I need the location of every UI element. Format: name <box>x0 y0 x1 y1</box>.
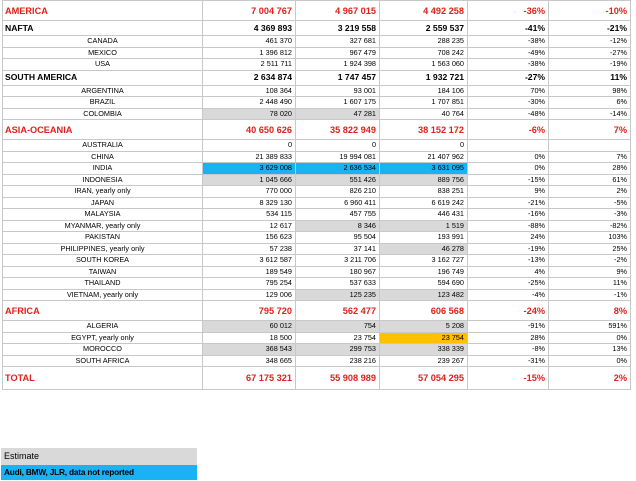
row-label: JAPAN <box>3 197 203 209</box>
major-row <box>3 1 631 21</box>
region-row <box>3 21 631 36</box>
value-cell: 184 106 <box>380 85 468 97</box>
value-cell: 3 211 706 <box>296 255 380 267</box>
row-label: BRAZIL <box>3 97 203 109</box>
value-cell: 13% <box>549 344 631 356</box>
value-cell: 795 720 <box>203 301 296 321</box>
value-cell: 967 479 <box>296 47 380 59</box>
production-table <box>2 0 631 390</box>
country-row <box>3 186 631 198</box>
country-row <box>3 108 631 120</box>
value-cell: 156 623 <box>203 232 296 244</box>
value-cell: 7% <box>549 151 631 163</box>
country-row <box>3 321 631 333</box>
value-cell: 21 389 833 <box>203 151 296 163</box>
value-cell: -10% <box>549 1 631 21</box>
row-label: AMERICA <box>3 1 203 21</box>
legend-estimate: Estimate <box>1 448 197 465</box>
value-cell <box>549 140 631 152</box>
row-label: CANADA <box>3 36 203 48</box>
value-cell: 23 754 <box>380 332 468 344</box>
value-cell: -4% <box>468 289 549 301</box>
row-label: PHILIPPINES, yearly only <box>3 243 203 255</box>
value-cell: 288 235 <box>380 36 468 48</box>
value-cell: 24% <box>468 232 549 244</box>
table-body <box>3 1 631 390</box>
value-cell: 1 396 812 <box>203 47 296 59</box>
value-cell: 129 006 <box>203 289 296 301</box>
row-label: CHINA <box>3 151 203 163</box>
value-cell: -21% <box>549 21 631 36</box>
value-cell: 95 504 <box>296 232 380 244</box>
value-cell: -36% <box>468 1 549 21</box>
value-cell: 9% <box>468 186 549 198</box>
value-cell: 0% <box>468 151 549 163</box>
value-cell: -82% <box>549 220 631 232</box>
value-cell: -6% <box>468 120 549 140</box>
value-cell: 37 141 <box>296 243 380 255</box>
row-label: VIETNAM, yearly only <box>3 289 203 301</box>
value-cell: -24% <box>468 301 549 321</box>
row-label: SOUTH AMERICA <box>3 70 203 85</box>
value-cell: 189 549 <box>203 266 296 278</box>
country-row <box>3 97 631 109</box>
value-cell: -27% <box>468 70 549 85</box>
value-cell: 70% <box>468 85 549 97</box>
row-label: USA <box>3 59 203 71</box>
row-label: ARGENTINA <box>3 85 203 97</box>
country-row <box>3 174 631 186</box>
value-cell: 123 482 <box>380 289 468 301</box>
value-cell: -38% <box>468 36 549 48</box>
row-label: AFRICA <box>3 301 203 321</box>
row-label: TAIWAN <box>3 266 203 278</box>
value-cell: 125 235 <box>296 289 380 301</box>
value-cell: 795 254 <box>203 278 296 290</box>
value-cell: 108 364 <box>203 85 296 97</box>
value-cell: 28% <box>549 163 631 175</box>
value-cell: 0 <box>203 140 296 152</box>
major-row <box>3 120 631 140</box>
major-row <box>3 301 631 321</box>
value-cell: -91% <box>468 321 549 333</box>
row-label: NAFTA <box>3 21 203 36</box>
row-label: THAILAND <box>3 278 203 290</box>
value-cell: 368 543 <box>203 344 296 356</box>
value-cell: 0 <box>380 140 468 152</box>
value-cell: 0 <box>296 140 380 152</box>
value-cell: 193 991 <box>380 232 468 244</box>
value-cell: -8% <box>468 344 549 356</box>
value-cell: -3% <box>549 209 631 221</box>
value-cell: 5 208 <box>380 321 468 333</box>
value-cell: -25% <box>468 278 549 290</box>
row-label: ASIA-OCEANIA <box>3 120 203 140</box>
value-cell: 591% <box>549 321 631 333</box>
value-cell: 239 267 <box>380 355 468 367</box>
value-cell: 446 431 <box>380 209 468 221</box>
value-cell: -15% <box>468 367 549 390</box>
value-cell: 3 631 095 <box>380 163 468 175</box>
country-row <box>3 243 631 255</box>
value-cell: -30% <box>468 97 549 109</box>
value-cell: 562 477 <box>296 301 380 321</box>
country-row <box>3 209 631 221</box>
value-cell: 4 369 893 <box>203 21 296 36</box>
value-cell: 196 749 <box>380 266 468 278</box>
value-cell: 338 339 <box>380 344 468 356</box>
value-cell: 594 690 <box>380 278 468 290</box>
country-row <box>3 151 631 163</box>
value-cell: 826 210 <box>296 186 380 198</box>
value-cell: 7 004 767 <box>203 1 296 21</box>
value-cell: 461 370 <box>203 36 296 48</box>
value-cell: 8 346 <box>296 220 380 232</box>
value-cell: 2 636 534 <box>296 163 380 175</box>
country-row <box>3 344 631 356</box>
region-row <box>3 70 631 85</box>
value-cell: 25% <box>549 243 631 255</box>
total-row <box>3 367 631 390</box>
value-cell: -88% <box>468 220 549 232</box>
row-label: MEXICO <box>3 47 203 59</box>
value-cell: 4% <box>468 266 549 278</box>
value-cell: 1 932 721 <box>380 70 468 85</box>
country-row <box>3 140 631 152</box>
legend <box>1 448 197 480</box>
row-label: MOROCCO <box>3 344 203 356</box>
value-cell: 6% <box>549 97 631 109</box>
value-cell: 78 020 <box>203 108 296 120</box>
country-row <box>3 232 631 244</box>
country-row <box>3 278 631 290</box>
value-cell: 40 650 626 <box>203 120 296 140</box>
value-cell: 537 633 <box>296 278 380 290</box>
value-cell: 11% <box>549 70 631 85</box>
value-cell: -2% <box>549 255 631 267</box>
row-label: SOUTH KOREA <box>3 255 203 267</box>
value-cell: 0% <box>549 332 631 344</box>
value-cell: 708 242 <box>380 47 468 59</box>
country-row <box>3 255 631 267</box>
row-label: SOUTH AFRICA <box>3 355 203 367</box>
value-cell: 1 563 060 <box>380 59 468 71</box>
value-cell: -41% <box>468 21 549 36</box>
value-cell: 2% <box>549 367 631 390</box>
value-cell: 57 238 <box>203 243 296 255</box>
row-label: INDIA <box>3 163 203 175</box>
value-cell: 61% <box>549 174 631 186</box>
value-cell: 0% <box>549 355 631 367</box>
value-cell: 19 994 081 <box>296 151 380 163</box>
value-cell: 3 629 008 <box>203 163 296 175</box>
value-cell: 57 054 295 <box>380 367 468 390</box>
row-label: IRAN, yearly only <box>3 186 203 198</box>
value-cell: -19% <box>549 59 631 71</box>
country-row <box>3 36 631 48</box>
value-cell: -13% <box>468 255 549 267</box>
value-cell: 2 634 874 <box>203 70 296 85</box>
country-row <box>3 355 631 367</box>
value-cell: 55 908 989 <box>296 367 380 390</box>
value-cell: 60 012 <box>203 321 296 333</box>
value-cell: 534 115 <box>203 209 296 221</box>
row-label: PAKISTAN <box>3 232 203 244</box>
country-row <box>3 163 631 175</box>
value-cell: 1 924 398 <box>296 59 380 71</box>
value-cell: 889 756 <box>380 174 468 186</box>
value-cell: -31% <box>468 355 549 367</box>
value-cell: 3 219 558 <box>296 21 380 36</box>
value-cell: 3 612 587 <box>203 255 296 267</box>
country-row <box>3 289 631 301</box>
value-cell: 1 607 175 <box>296 97 380 109</box>
value-cell: 838 251 <box>380 186 468 198</box>
value-cell: 103% <box>549 232 631 244</box>
value-cell: 4 967 015 <box>296 1 380 21</box>
value-cell: -27% <box>549 47 631 59</box>
row-label: COLOMBIA <box>3 108 203 120</box>
value-cell: 46 278 <box>380 243 468 255</box>
row-label: TOTAL <box>3 367 203 390</box>
row-label: EGYPT, yearly only <box>3 332 203 344</box>
value-cell: 238 216 <box>296 355 380 367</box>
country-row <box>3 332 631 344</box>
value-cell: 770 000 <box>203 186 296 198</box>
value-cell: 3 162 727 <box>380 255 468 267</box>
value-cell: 2 511 711 <box>203 59 296 71</box>
value-cell: -19% <box>468 243 549 255</box>
value-cell: 6 960 411 <box>296 197 380 209</box>
value-cell: 28% <box>468 332 549 344</box>
country-row <box>3 197 631 209</box>
value-cell: 67 175 321 <box>203 367 296 390</box>
value-cell: 754 <box>296 321 380 333</box>
value-cell: 2% <box>549 186 631 198</box>
value-cell: 7% <box>549 120 631 140</box>
value-cell: -5% <box>549 197 631 209</box>
value-cell: 8 329 130 <box>203 197 296 209</box>
value-cell: 606 568 <box>380 301 468 321</box>
row-label: MALAYSIA <box>3 209 203 221</box>
row-label: MYANMAR, yearly only <box>3 220 203 232</box>
value-cell: 11% <box>549 278 631 290</box>
value-cell: 348 665 <box>203 355 296 367</box>
value-cell: 1 707 851 <box>380 97 468 109</box>
value-cell: 35 822 949 <box>296 120 380 140</box>
country-row <box>3 85 631 97</box>
row-label: AUSTRALIA <box>3 140 203 152</box>
row-label: INDONESIA <box>3 174 203 186</box>
legend-not-reported: Audi, BMW, JLR, data not reported <box>1 465 197 480</box>
value-cell: -49% <box>468 47 549 59</box>
value-cell: 1 747 457 <box>296 70 380 85</box>
value-cell: -12% <box>549 36 631 48</box>
country-row <box>3 220 631 232</box>
value-cell: 12 617 <box>203 220 296 232</box>
country-row <box>3 266 631 278</box>
value-cell: 4 492 258 <box>380 1 468 21</box>
value-cell: 2 448 490 <box>203 97 296 109</box>
value-cell: 299 753 <box>296 344 380 356</box>
row-label: ALGERIA <box>3 321 203 333</box>
value-cell: 9% <box>549 266 631 278</box>
value-cell: -14% <box>549 108 631 120</box>
value-cell: 0% <box>468 163 549 175</box>
value-cell: 6 619 242 <box>380 197 468 209</box>
value-cell: 23 754 <box>296 332 380 344</box>
value-cell: 40 764 <box>380 108 468 120</box>
value-cell: 8% <box>549 301 631 321</box>
production-table-sheet <box>2 0 630 390</box>
value-cell: 1 519 <box>380 220 468 232</box>
value-cell: 93 001 <box>296 85 380 97</box>
value-cell: -1% <box>549 289 631 301</box>
country-row <box>3 47 631 59</box>
value-cell <box>468 140 549 152</box>
value-cell: -38% <box>468 59 549 71</box>
value-cell: -16% <box>468 209 549 221</box>
value-cell: 98% <box>549 85 631 97</box>
value-cell: 38 152 172 <box>380 120 468 140</box>
value-cell: -15% <box>468 174 549 186</box>
value-cell: 18 500 <box>203 332 296 344</box>
value-cell: 551 426 <box>296 174 380 186</box>
country-row <box>3 59 631 71</box>
value-cell: 2 559 537 <box>380 21 468 36</box>
value-cell: 21 407 962 <box>380 151 468 163</box>
value-cell: 47 281 <box>296 108 380 120</box>
value-cell: -21% <box>468 197 549 209</box>
value-cell: 327 681 <box>296 36 380 48</box>
value-cell: -48% <box>468 108 549 120</box>
value-cell: 1 045 666 <box>203 174 296 186</box>
value-cell: 180 967 <box>296 266 380 278</box>
value-cell: 457 755 <box>296 209 380 221</box>
